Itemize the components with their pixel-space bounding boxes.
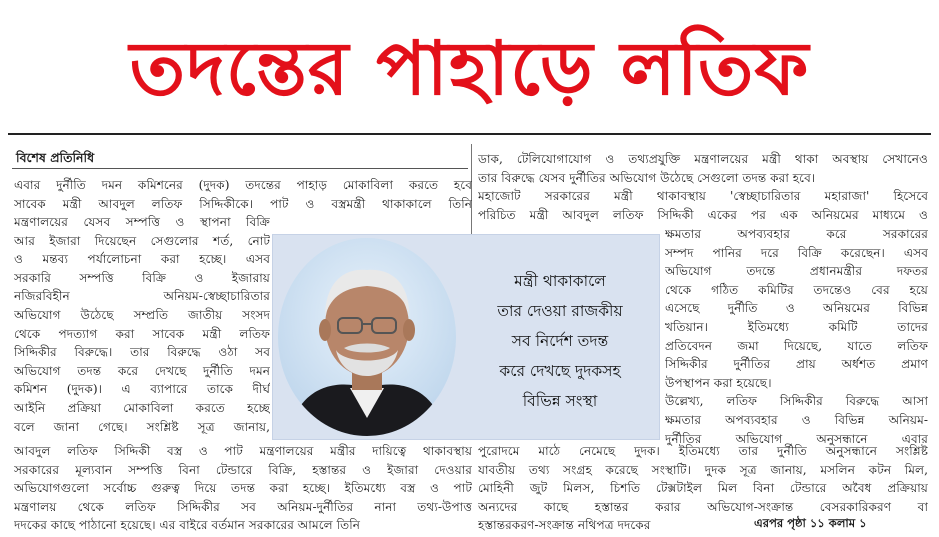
continued-label: এরপর পৃষ্ঠা ১১ কলাম ১ [754,516,867,530]
text-line: এবার দুর্নীতি দমন কমিশনের (দুদক) তদন্তের পাহাড় মোকাবিলা করতে হবে [14,178,472,192]
pull-quote-line: বিভিন্ন সংস্থা [522,392,598,410]
text-line: উল্লেখ্য, লতিফ সিদ্দিকীর বিরুদ্ধে আসা [665,394,928,409]
text-line: প্রতিবেদন জমা দিয়েছে, যাতে লতিফ [665,338,928,353]
header-rule [8,133,931,135]
text-line: দুর্নীতির অভিযোগ অনুসন্ধানে এবার [665,431,928,446]
text-line: অভিযোগ উঠেছে সম্প্রতি জাতীয় সংসদ [14,307,270,322]
text-line: অভিযোগ তদন্ত করে দেখছে দুর্নীতি দমন [14,363,270,378]
right-column-top [478,150,928,224]
left-column-text [14,176,472,213]
left-column-narrow [14,213,270,436]
headline: তদন্তের পাহাড়ে লতিফ [129,26,810,112]
text-line: সরকারের মূল্যবান সম্পত্তি বিনা টেন্ডারে বিক্রি, হস্তান্তর ও ইজারা দেওয়ার [14,462,472,477]
right-column-narrow [665,225,928,448]
pull-quote-line: সব নির্দেশ তদন্ত [511,332,609,350]
text-line: মহাজোট সরকারের মন্ত্রী থাকাবস্থায় 'স্বেচ্ছাচারিতার মহারাজা' হিসেবে [478,189,928,204]
text-line: সাবেক মন্ত্রী আবদুল লতিফ সিদ্দিকীকে। পাট ও বস্ত্রমন্ত্রী থাকাকালে তিনি [14,196,472,211]
text-line: বলে জানা গেছে। সংশ্লিষ্ট সূত্র জানায়, [14,419,270,434]
text-line: আবদুল লতিফ সিদ্দিকী বস্ত্র ও পাট মন্ত্রণালয়ের মন্ত্রীর দায়িত্বে থাকাবস্থায় [14,444,472,458]
text-line: ক্ষমতার অপব্যবহার ও বিভিন্ন অনিয়ম- [665,412,928,427]
text-line: আর ইজারা দিয়েছেন সেগুলোর শর্ত, নোট [14,233,270,248]
text-line: থেকে গঠিত কমিটির তদন্তেও বের হয়ে [665,282,928,297]
text-line: মন্ত্রণালয় থেকে লতিফ সিদ্দিকীর সব অনিয়ম-দুর্নীতির নানা তথ্য-উপাত্ত [14,499,472,514]
pull-quote-line: মন্ত্রী থাকাকালে [514,272,606,290]
text-line: ও মন্তব্য পর্যালোচনা করা হচ্ছে। এসব [14,252,270,267]
text-line: অভিযোগ তদন্তে প্রধানমন্ত্রীর দফতর [665,264,928,279]
text-line: নজিরবিহীন অনিয়ম-স্বেচ্ছাচারিতার [14,289,270,304]
text-line: যাবতীয় তথ্য সংগ্রহ করেছে সংস্থাটি। দুদক সূত্র জানায়, মসলিন কটন মিল, [478,462,928,477]
text-line: থেকে পদত্যাগ করা সাবেক মন্ত্রী লতিফ [14,326,270,341]
portrait-photo [278,238,456,436]
text-line: মোহিনী জুট মিলস, চিশতি টেক্সটাইল মিল বিনা টেন্ডারে অবৈধ প্রক্রিয়ায় [478,481,928,496]
text-line: পরিচিত মন্ত্রী আবদুল লতিফ সিদ্দিকী একের পর এক অনিয়মের মাধ্যমে ও [478,207,928,222]
text-line: উপস্থাপন করা হয়েছে। [665,375,772,390]
text-line: ডাক, টেলিযোগাযোগ ও তথ্যপ্রযুক্তি মন্ত্রণালয়ের মন্ত্রী থাকা অবস্থায় সেখানেও [478,152,928,166]
text-line: মন্ত্রণালয়ের যেসব সম্পত্তি ও স্থাপনা বিক্রি [14,215,270,229]
byline: বিশেষ প্রতিনিধি [16,150,95,165]
text-line: হস্তান্তরকরণ-সংক্রান্ত নথিপত্র দদকের [478,518,651,533]
text-line: এসেছে দুর্নীতি ও অনিয়মের বিভিন্ন [665,301,928,316]
text-line: অন্যদের কাছে হস্তান্তর করার অভিযোগ-সংক্রান্ত বেসরকারিকরণ বা [478,499,928,514]
text-line: পুরোদমে মাঠে নেমেছে দুদক। ইতিমধ্যে তার দুর্নীতি অনুসন্ধানে সংশ্লিষ্ট [478,444,928,458]
portrait-image [278,238,456,436]
text-line: ক্ষমতার অপব্যবহার করে সরকারের [665,227,928,241]
text-line: কমিশন (দুদক)। এ ব্যাপারে তাকে দীর্ঘ [14,382,270,397]
pull-quote [462,248,658,434]
text-line: অভিযোগগুলো সর্বোচ্চ গুরুত্ব দিয়ে তদন্ত করা হচ্ছে। ইতিমধ্যে বস্ত্র ও পাট [14,481,472,496]
text-line: দদকের কাছে পাঠানো হয়েছে। এর বাইরে বর্তমান সরকারের আমলে তিনি [14,518,361,533]
byline-rule [12,168,468,169]
text-line: খতিয়ান। ইতিমধ্যে কমিটি তাদের [665,319,928,334]
text-line: সরকারি সম্পত্তি বিক্রি ও ইজারায় [14,270,270,285]
text-line: আইনি প্রক্রিয়া মোকাবিলা করতে হচ্ছে [14,400,270,415]
pull-quote-line: করে দেখছে দুদকসহ [499,362,621,380]
text-line: সম্পদ পানির দরে বিক্রি করেছেন। এসব [665,245,928,260]
bottom-left-text [14,442,472,535]
text-line: সিদ্দিকীর দুর্নীতির প্রায় অর্ধশত প্রমাণ [665,357,928,372]
text-line: সিদ্দিকীর বিরুদ্ধে। তার বিরুদ্ধে ওঠা সব [14,345,270,360]
pull-quote-line: তার দেওয়া রাজকীয় [497,302,623,320]
text-line: তার বিরুদ্ধে যেসব দুর্নীতির অভিযোগ উঠেছে সেগুলো তদন্ত করা হবে। [478,170,816,185]
